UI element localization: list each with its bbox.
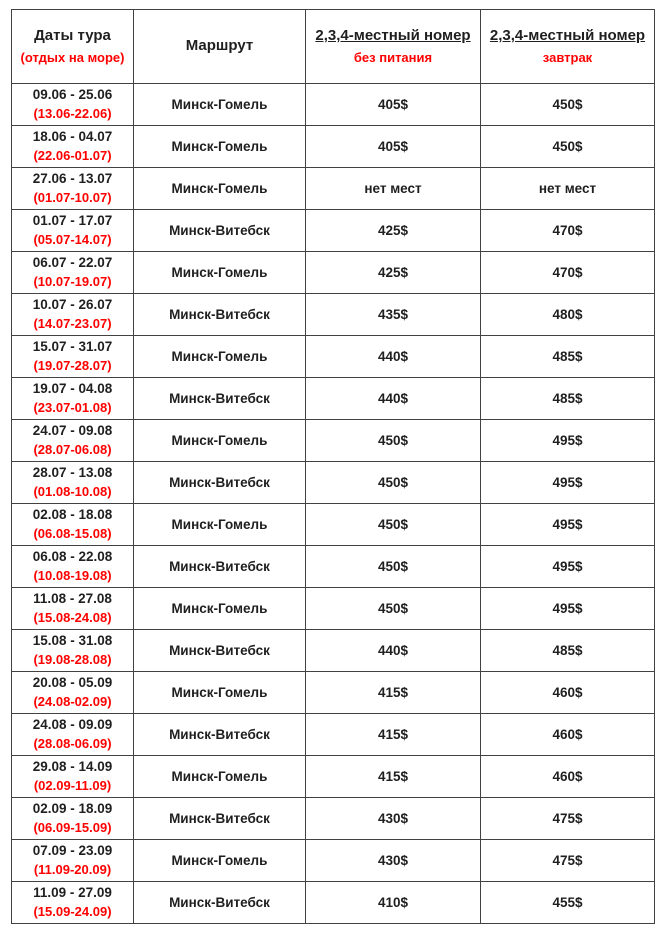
price-no-meals-cell [306, 672, 481, 714]
sea-rest-dates: (02.09-11.09) [33, 777, 112, 793]
price-no-meals: 450$ [377, 600, 409, 616]
tour-dates-cell [12, 378, 134, 420]
route-cell [134, 420, 306, 462]
column-header [134, 10, 306, 84]
tour-dates-cell [12, 336, 134, 378]
column-header [306, 10, 481, 84]
table-body [12, 84, 655, 924]
sea-rest-dates: (19.07-28.07) [33, 357, 112, 373]
price-breakfast-cell [481, 336, 655, 378]
price-breakfast: 495$ [552, 474, 583, 490]
route-cell [134, 798, 306, 840]
price-no-meals: 415$ [377, 684, 409, 700]
table-row [12, 714, 655, 756]
tour-dates: 27.06 - 13.07 [32, 171, 113, 187]
sea-rest-dates: (15.08-24.08) [33, 609, 112, 625]
tour-price-table [11, 9, 655, 924]
price-breakfast-cell [481, 378, 655, 420]
route-cell [134, 210, 306, 252]
tour-dates-cell [12, 252, 134, 294]
price-breakfast-cell [481, 714, 655, 756]
tour-dates: 02.09 - 18.09 [32, 801, 113, 817]
table-row [12, 336, 655, 378]
tour-dates-cell [12, 588, 134, 630]
price-breakfast: 460$ [552, 684, 583, 700]
table-row [12, 798, 655, 840]
table-row [12, 672, 655, 714]
price-breakfast: 470$ [552, 222, 583, 238]
route-label: Минск-Гомель [171, 138, 268, 154]
route-cell [134, 756, 306, 798]
sea-rest-dates: (10.07-19.07) [33, 273, 112, 289]
tour-dates: 15.07 - 31.07 [32, 339, 113, 355]
tour-dates: 11.09 - 27.09 [33, 885, 112, 901]
sea-rest-dates: (05.07-14.07) [33, 231, 112, 247]
price-no-meals: 410$ [377, 894, 409, 910]
column-subtitle: завтрак [542, 49, 593, 65]
price-breakfast-cell [481, 168, 655, 210]
price-no-meals: 450$ [377, 474, 409, 490]
table-row [12, 882, 655, 924]
route-cell [134, 672, 306, 714]
sea-rest-dates: (22.06-01.07) [33, 147, 112, 163]
price-breakfast: 495$ [552, 558, 583, 574]
price-no-meals-cell [306, 210, 481, 252]
price-no-meals: нет мест [364, 180, 422, 196]
price-no-meals: 425$ [377, 222, 409, 238]
price-breakfast-cell [481, 420, 655, 462]
route-label: Минск-Гомель [171, 516, 268, 532]
sea-rest-dates: (01.08-10.08) [33, 483, 112, 499]
price-no-meals-cell [306, 798, 481, 840]
route-label: Минск-Витебск [169, 894, 270, 910]
route-cell [134, 630, 306, 672]
tour-dates: 01.07 - 17.07 [32, 213, 113, 229]
price-no-meals: 430$ [377, 810, 409, 826]
table-row [12, 294, 655, 336]
tour-dates: 07.09 - 23.09 [32, 843, 113, 859]
price-no-meals: 415$ [377, 768, 409, 784]
sea-rest-dates: (19.08-28.08) [33, 651, 112, 667]
price-breakfast-cell [481, 252, 655, 294]
price-breakfast: нет мест [538, 180, 597, 196]
route-cell [134, 546, 306, 588]
price-no-meals-cell [306, 546, 481, 588]
route-cell [134, 462, 306, 504]
table-row [12, 126, 655, 168]
price-breakfast: 495$ [552, 432, 583, 448]
sea-rest-dates: (23.07-01.08) [33, 399, 112, 415]
price-breakfast: 470$ [552, 264, 583, 280]
table-row [12, 756, 655, 798]
tour-dates: 20.08 - 05.09 [32, 675, 113, 691]
route-cell [134, 378, 306, 420]
price-breakfast-cell [481, 294, 655, 336]
route-cell [134, 336, 306, 378]
route-label: Минск-Гомель [171, 180, 268, 196]
table-row [12, 546, 655, 588]
price-breakfast: 475$ [552, 810, 583, 826]
tour-dates: 28.07 - 13.08 [32, 465, 113, 481]
price-no-meals-cell [306, 630, 481, 672]
sea-rest-dates: (28.07-06.08) [33, 441, 112, 457]
tour-dates: 09.06 - 25.06 [32, 87, 113, 103]
price-no-meals: 450$ [377, 558, 409, 574]
route-label: Минск-Гомель [171, 600, 268, 616]
tour-dates-cell [12, 294, 134, 336]
price-no-meals: 405$ [377, 96, 409, 112]
price-no-meals-cell [306, 168, 481, 210]
table-row [12, 840, 655, 882]
price-no-meals: 450$ [377, 432, 409, 448]
sea-rest-dates: (11.09-20.09) [33, 861, 112, 877]
price-no-meals-cell [306, 504, 481, 546]
table-row [12, 378, 655, 420]
price-no-meals-cell [306, 714, 481, 756]
tour-dates-cell [12, 756, 134, 798]
route-label: Минск-Гомель [171, 432, 268, 448]
price-breakfast-cell [481, 210, 655, 252]
route-label: Минск-Витебск [169, 474, 270, 490]
table-row [12, 588, 655, 630]
tour-dates-cell [12, 798, 134, 840]
price-breakfast-cell [481, 588, 655, 630]
price-breakfast-cell [481, 840, 655, 882]
price-breakfast-cell [481, 504, 655, 546]
sea-rest-dates: (28.08-06.09) [33, 735, 112, 751]
table-row [12, 252, 655, 294]
price-breakfast: 480$ [552, 306, 583, 322]
tour-dates-cell [12, 462, 134, 504]
price-no-meals-cell [306, 756, 481, 798]
sea-rest-dates: (06.09-15.09) [33, 819, 112, 835]
tour-dates-cell [12, 714, 134, 756]
tour-dates: 11.08 - 27.08 [33, 591, 112, 607]
route-cell [134, 588, 306, 630]
route-cell [134, 882, 306, 924]
tour-dates: 24.07 - 09.08 [32, 423, 113, 439]
price-no-meals: 440$ [377, 390, 409, 406]
route-cell [134, 840, 306, 882]
price-no-meals-cell [306, 588, 481, 630]
route-label: Минск-Гомель [171, 264, 268, 280]
tour-dates: 18.06 - 04.07 [32, 129, 113, 145]
price-breakfast-cell [481, 462, 655, 504]
price-breakfast: 495$ [552, 600, 583, 616]
price-breakfast-cell [481, 126, 655, 168]
route-label: Минск-Витебск [169, 306, 270, 322]
price-no-meals-cell [306, 378, 481, 420]
price-breakfast-cell [481, 546, 655, 588]
sea-rest-dates: (13.06-22.06) [33, 105, 112, 121]
route-label: Минск-Витебск [169, 558, 270, 574]
price-no-meals: 425$ [377, 264, 409, 280]
tour-dates-cell [12, 168, 134, 210]
route-cell [134, 84, 306, 126]
tour-dates-cell [12, 84, 134, 126]
price-no-meals-cell [306, 840, 481, 882]
column-subtitle: (отдых на море) [20, 49, 125, 65]
tour-dates-cell [12, 126, 134, 168]
sea-rest-dates: (10.08-19.08) [33, 567, 112, 583]
tour-dates-cell [12, 672, 134, 714]
price-no-meals-cell [306, 84, 481, 126]
route-cell [134, 294, 306, 336]
price-breakfast: 455$ [552, 894, 583, 910]
route-label: Минск-Витебск [169, 810, 270, 826]
price-no-meals: 430$ [377, 852, 409, 868]
column-header [12, 10, 134, 84]
price-breakfast: 460$ [552, 768, 583, 784]
price-no-meals: 405$ [377, 138, 409, 154]
table-row [12, 84, 655, 126]
price-breakfast-cell [481, 630, 655, 672]
route-label: Минск-Гомель [171, 768, 268, 784]
tour-dates-cell [12, 420, 134, 462]
tour-dates-cell [12, 546, 134, 588]
table-row [12, 420, 655, 462]
price-breakfast-cell [481, 882, 655, 924]
tour-dates: 06.08 - 22.08 [32, 549, 113, 565]
price-breakfast: 450$ [552, 96, 583, 112]
route-label: Минск-Витебск [169, 642, 270, 658]
sea-rest-dates: (01.07-10.07) [33, 189, 112, 205]
route-label: Минск-Гомель [171, 348, 268, 364]
price-breakfast-cell [481, 798, 655, 840]
price-no-meals-cell [306, 252, 481, 294]
column-title: 2,3,4-местный номер [489, 27, 646, 44]
route-label: Минск-Гомель [171, 96, 268, 112]
route-cell [134, 168, 306, 210]
tour-dates-cell [12, 504, 134, 546]
price-no-meals-cell [306, 882, 481, 924]
table-row [12, 504, 655, 546]
price-breakfast: 450$ [552, 138, 583, 154]
price-breakfast: 485$ [552, 348, 583, 364]
price-no-meals: 450$ [377, 516, 409, 532]
route-label: Минск-Гомель [171, 684, 268, 700]
price-breakfast: 475$ [552, 852, 583, 868]
route-label: Минск-Гомель [171, 852, 268, 868]
tour-dates: 06.07 - 22.07 [32, 255, 113, 271]
table-row [12, 630, 655, 672]
sea-rest-dates: (06.08-15.08) [33, 525, 112, 541]
tour-dates: 15.08 - 31.08 [32, 633, 113, 649]
column-title: 2,3,4-местный номер [315, 27, 471, 44]
tour-dates-cell [12, 210, 134, 252]
sea-rest-dates: (15.09-24.09) [33, 903, 112, 919]
price-no-meals: 435$ [377, 306, 409, 322]
column-header [481, 10, 655, 84]
sea-rest-dates: (24.08-02.09) [33, 693, 112, 709]
table-row [12, 168, 655, 210]
price-no-meals-cell [306, 420, 481, 462]
price-no-meals-cell [306, 294, 481, 336]
route-cell [134, 126, 306, 168]
price-breakfast-cell [481, 672, 655, 714]
price-no-meals-cell [306, 336, 481, 378]
tour-dates-cell [12, 840, 134, 882]
table-row [12, 462, 655, 504]
tour-dates: 24.08 - 09.09 [32, 717, 113, 733]
price-no-meals: 440$ [377, 348, 409, 364]
tour-dates: 19.07 - 04.08 [32, 381, 113, 397]
table-row [12, 210, 655, 252]
header-row [12, 10, 655, 84]
price-breakfast-cell [481, 756, 655, 798]
price-breakfast-cell [481, 84, 655, 126]
price-no-meals: 415$ [377, 726, 409, 742]
column-subtitle: без питания [353, 49, 433, 65]
column-title: Даты тура [34, 27, 111, 44]
route-label: Минск-Витебск [169, 390, 270, 406]
tour-dates: 02.08 - 18.08 [32, 507, 113, 523]
price-breakfast: 485$ [552, 390, 583, 406]
route-cell [134, 252, 306, 294]
price-breakfast: 485$ [552, 642, 583, 658]
column-title: Маршрут [185, 37, 254, 55]
price-no-meals-cell [306, 462, 481, 504]
price-no-meals-cell [306, 126, 481, 168]
sea-rest-dates: (14.07-23.07) [33, 315, 112, 331]
route-cell [134, 504, 306, 546]
price-breakfast: 460$ [552, 726, 583, 742]
tour-dates: 10.07 - 26.07 [32, 297, 113, 313]
tour-dates-cell [12, 882, 134, 924]
tour-dates: 29.08 - 14.09 [32, 759, 113, 775]
tour-dates-cell [12, 630, 134, 672]
price-breakfast: 495$ [552, 516, 583, 532]
route-label: Минск-Витебск [169, 222, 270, 238]
route-label: Минск-Витебск [169, 726, 270, 742]
route-cell [134, 714, 306, 756]
price-no-meals: 440$ [377, 642, 409, 658]
